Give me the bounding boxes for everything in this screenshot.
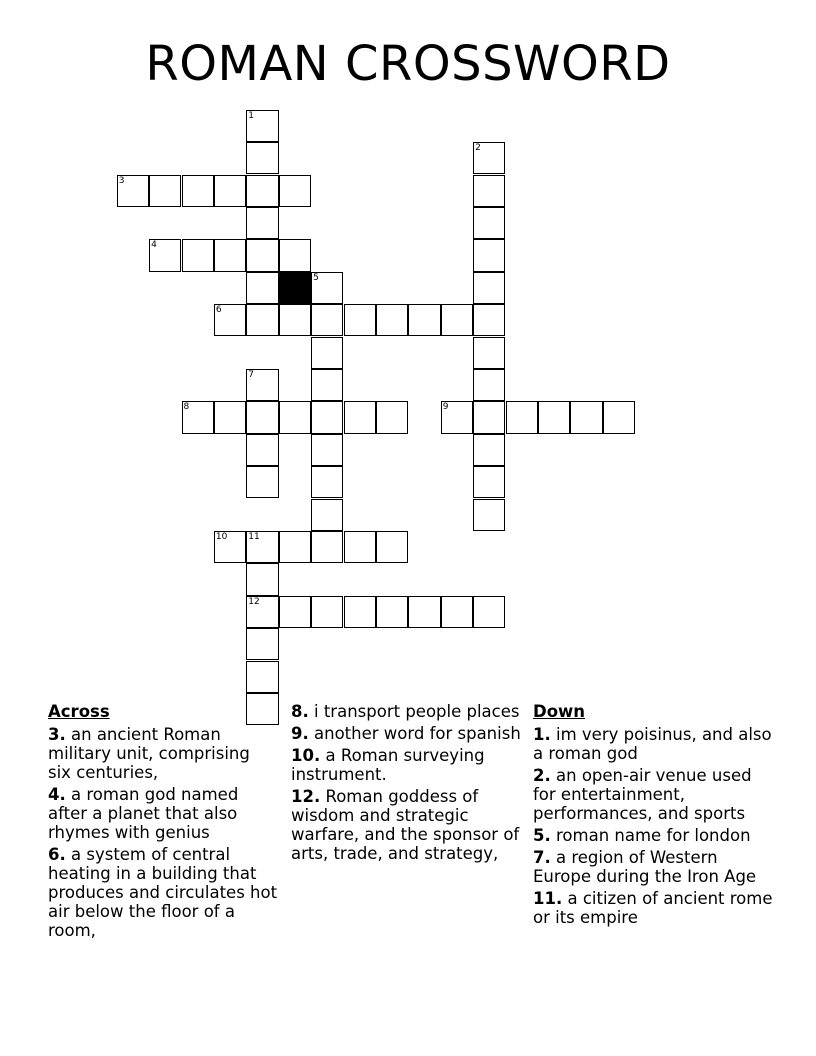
grid-cell[interactable]	[279, 596, 311, 628]
grid-cell[interactable]	[246, 369, 278, 401]
grid-cell[interactable]	[182, 401, 214, 433]
grid-cell[interactable]	[246, 304, 278, 336]
across-clue	[291, 702, 521, 721]
down-heading: Down	[533, 702, 586, 721]
across-clue	[291, 746, 521, 784]
grid-cell[interactable]	[344, 596, 376, 628]
grid-cell[interactable]	[246, 207, 278, 239]
clue-number-label: 6.	[48, 845, 66, 864]
grid-cell[interactable]	[473, 272, 505, 304]
grid-cell[interactable]	[603, 401, 635, 433]
grid-cell[interactable]	[376, 596, 408, 628]
clue-text: roman name for london	[556, 826, 751, 845]
across-heading: Across	[48, 702, 110, 721]
grid-cell[interactable]	[408, 304, 440, 336]
across-clues-column-2	[291, 702, 521, 866]
grid-cell[interactable]	[473, 239, 505, 271]
clue-number: 6	[215, 305, 222, 316]
grid-cell[interactable]	[246, 596, 278, 628]
clue-text: a region of Western Europe during the Iron Age	[533, 848, 757, 886]
grid-cell[interactable]	[473, 401, 505, 433]
grid-cell[interactable]	[246, 531, 278, 563]
clue-number-label: 5.	[533, 826, 551, 845]
grid-cell[interactable]	[441, 401, 473, 433]
grid-cell[interactable]	[473, 207, 505, 239]
down-clue	[533, 725, 773, 763]
grid-cell[interactable]	[376, 531, 408, 563]
grid-cell[interactable]	[311, 531, 343, 563]
grid-cell[interactable]	[376, 304, 408, 336]
black-cell	[279, 272, 311, 304]
grid-cell[interactable]	[246, 239, 278, 271]
grid-cell[interactable]	[473, 434, 505, 466]
grid-cell[interactable]	[117, 175, 149, 207]
grid-cell[interactable]	[473, 466, 505, 498]
clue-text: im very poisinus, and also a roman god	[533, 725, 772, 763]
grid-cell[interactable]	[311, 466, 343, 498]
down-clue	[533, 766, 773, 823]
grid-cell[interactable]	[473, 499, 505, 531]
grid-cell[interactable]	[311, 272, 343, 304]
grid-cell[interactable]	[311, 304, 343, 336]
clue-number: 4	[151, 240, 157, 251]
down-clue	[533, 826, 773, 845]
grid-cell[interactable]	[214, 401, 246, 433]
clue-number-label: 3.	[48, 725, 66, 744]
grid-cell[interactable]	[246, 466, 278, 498]
grid-cell[interactable]	[214, 175, 246, 207]
clue-number: 5	[313, 272, 319, 283]
clue-number: 11	[248, 531, 260, 542]
clue-number-label: 11.	[533, 889, 563, 908]
clue-number: 7	[248, 369, 255, 380]
grid-cell[interactable]	[246, 272, 278, 304]
grid-cell[interactable]	[344, 401, 376, 433]
grid-cell[interactable]	[570, 401, 602, 433]
clue-text: Roman goddess of wisdom and strategic warfare, and the sponsor of arts, trade, and strategy,	[291, 787, 520, 863]
grid-cell[interactable]	[473, 142, 505, 174]
down-clues-column	[533, 702, 773, 930]
clue-number-label: 4.	[48, 785, 66, 804]
clue-number-label: 7.	[533, 848, 551, 867]
grid-cell[interactable]	[182, 239, 214, 271]
grid-cell[interactable]	[473, 596, 505, 628]
clue-number-label: 8.	[291, 702, 309, 721]
grid-cell[interactable]	[246, 142, 278, 174]
clue-text: a citizen of ancient rome or its empire	[533, 889, 773, 927]
across-clue	[48, 725, 278, 782]
grid-cell[interactable]	[246, 628, 278, 660]
clue-number-label: 2.	[533, 766, 551, 785]
grid-cell[interactable]	[441, 596, 473, 628]
clue-number: 12	[248, 596, 260, 607]
grid-cell[interactable]	[311, 401, 343, 433]
across-clue	[48, 845, 278, 940]
grid-cell[interactable]	[246, 563, 278, 595]
across-clue	[291, 787, 521, 863]
grid-cell[interactable]	[441, 304, 473, 336]
clue-text: a system of central heating in a building that produces and circulates hot air below the floor of a room,	[48, 845, 278, 940]
grid-cell[interactable]	[246, 661, 278, 693]
clue-text: a roman god named after a planet that also rhymes with genius	[48, 785, 239, 842]
clue-number: 2	[475, 143, 481, 154]
clue-number-label: 1.	[533, 725, 551, 744]
grid-cell[interactable]	[344, 304, 376, 336]
grid-cell[interactable]	[182, 175, 214, 207]
grid-cell[interactable]	[246, 434, 278, 466]
across-clues-column-1	[48, 702, 278, 943]
clue-number-label: 12.	[291, 787, 321, 806]
page-title: ROMAN CROSSWORD	[145, 36, 671, 92]
grid-cell[interactable]	[311, 499, 343, 531]
grid-cell[interactable]	[279, 175, 311, 207]
grid-cell[interactable]	[279, 239, 311, 271]
grid-cell[interactable]	[538, 401, 570, 433]
grid-cell[interactable]	[473, 369, 505, 401]
grid-cell[interactable]	[311, 434, 343, 466]
grid-cell[interactable]	[149, 175, 181, 207]
grid-cell[interactable]	[344, 531, 376, 563]
grid-cell[interactable]	[473, 175, 505, 207]
grid-cell[interactable]	[246, 110, 278, 142]
clue-text: an ancient Roman military unit, comprising six centuries,	[48, 725, 250, 782]
clue-number-label: 10.	[291, 746, 321, 765]
down-clue	[533, 848, 773, 886]
grid-cell[interactable]	[214, 531, 246, 563]
clue-text: i transport people places	[314, 702, 520, 721]
grid-cell[interactable]	[408, 596, 440, 628]
clue-text: a Roman surveying instrument.	[291, 746, 485, 784]
clue-number: 1	[248, 110, 255, 121]
clue-text: an open-air venue used for entertainment, performances, and sports	[533, 766, 752, 823]
grid-cell[interactable]	[279, 401, 311, 433]
grid-cell[interactable]	[246, 175, 278, 207]
grid-cell[interactable]	[311, 596, 343, 628]
grid-cell[interactable]	[214, 239, 246, 271]
grid-cell[interactable]	[246, 401, 278, 433]
clue-text: another word for spanish	[314, 724, 521, 743]
clue-number-label: 9.	[291, 724, 309, 743]
clue-number: 8	[183, 402, 190, 413]
grid-cell[interactable]	[473, 337, 505, 369]
clue-number: 10	[215, 531, 228, 542]
grid-cell[interactable]	[214, 304, 246, 336]
grid-cell[interactable]	[149, 239, 181, 271]
down-clue	[533, 889, 773, 927]
grid-cell[interactable]	[506, 401, 538, 433]
across-clue	[291, 724, 521, 743]
clue-number: 3	[118, 175, 125, 186]
grid-cell[interactable]	[311, 369, 343, 401]
across-clue	[48, 785, 278, 842]
grid-cell[interactable]	[376, 401, 408, 433]
grid-cell[interactable]	[473, 304, 505, 336]
clue-number: 9	[442, 402, 449, 413]
grid-cell[interactable]	[311, 337, 343, 369]
grid-cell[interactable]	[279, 304, 311, 336]
grid-cell[interactable]	[279, 531, 311, 563]
